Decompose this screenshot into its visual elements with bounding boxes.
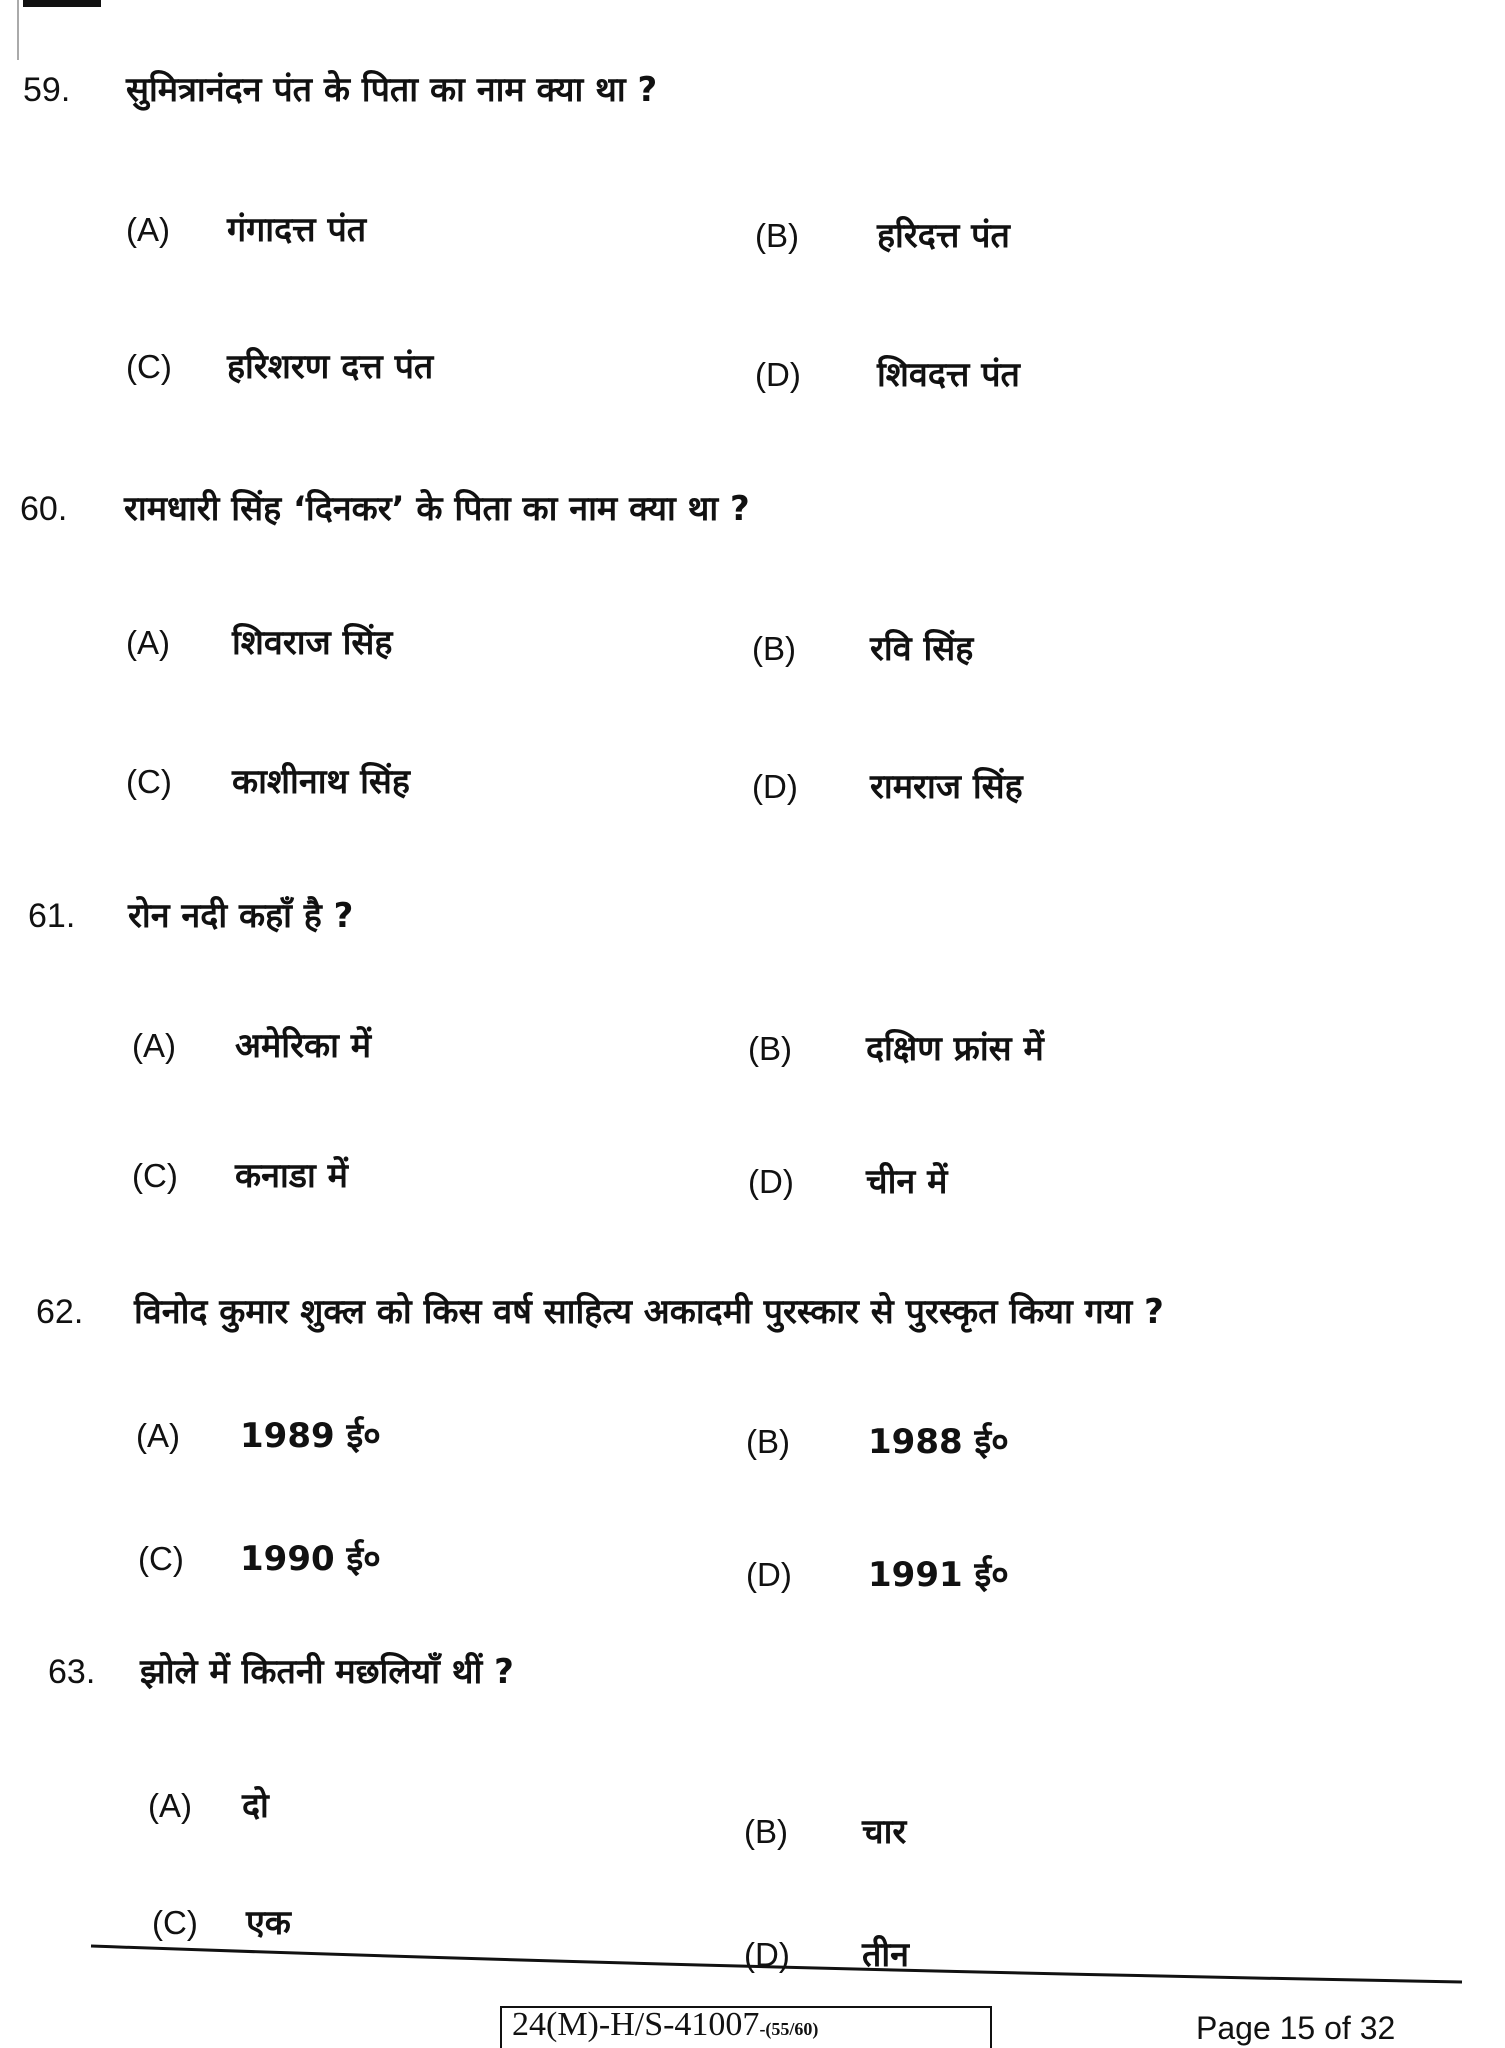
option-text: रवि सिंह [870, 629, 974, 669]
question-text: रोन नदी कहाँ है ? [128, 896, 354, 936]
question-number: 60. [20, 490, 68, 528]
option-label: (C) [126, 348, 172, 385]
question-text: झोले में कितनी मछलियाँ थीं ? [140, 1652, 514, 1692]
paper-code: 24(M)-H/S-41007-(55/60) [512, 2006, 819, 2043]
option-text: हरिशरण दत्त पंत [227, 347, 434, 387]
option-text: गंगादत्त पंत [227, 210, 367, 250]
question-text: विनोद कुमार शुक्ल को किस वर्ष साहित्य अकादमी पुरस्कार से पुरस्कृत किया गया ? [134, 1292, 1164, 1332]
option-label: (B) [746, 1423, 790, 1460]
option-label: (D) [744, 1936, 790, 1973]
option-text: हरिदत्त पंत [877, 216, 1010, 256]
option-label: (D) [755, 356, 801, 393]
option-label: (C) [126, 763, 172, 800]
option-text: 1988 ई० [868, 1422, 1009, 1462]
option-label: (A) [126, 211, 170, 248]
option-text: चार [862, 1812, 907, 1852]
option-label: (A) [148, 1787, 192, 1824]
option-text: तीन [862, 1935, 910, 1975]
option-label: (B) [755, 217, 799, 254]
option-label: (C) [152, 1904, 198, 1941]
option-label: (A) [136, 1417, 180, 1454]
option-text: शिवराज सिंह [232, 623, 393, 663]
option-text: कनाडा में [235, 1156, 348, 1196]
option-text: रामराज सिंह [870, 767, 1023, 807]
question-text: सुमित्रानंदन पंत के पिता का नाम क्या था ? [126, 70, 658, 110]
option-text: काशीनाथ सिंह [232, 762, 410, 802]
option-text: 1991 ई० [868, 1555, 1009, 1595]
option-label: (A) [132, 1027, 176, 1064]
option-text: दक्षिण फ्रांस में [866, 1029, 1044, 1069]
option-label: (B) [748, 1030, 792, 1067]
option-text: दो [242, 1786, 269, 1826]
option-label: (D) [746, 1556, 792, 1593]
question-number: 59. [23, 71, 71, 109]
option-label: (D) [752, 768, 798, 805]
option-label: (C) [138, 1540, 184, 1577]
option-text: एक [246, 1903, 291, 1943]
option-label: (D) [748, 1163, 794, 1200]
option-text: 1989 ई० [240, 1416, 381, 1456]
option-label: (B) [744, 1813, 788, 1850]
option-text: शिवदत्त पंत [877, 355, 1020, 395]
option-text: 1990 ई० [240, 1539, 381, 1579]
question-number: 62. [36, 1293, 84, 1331]
option-label: (C) [132, 1157, 178, 1194]
question-number: 61. [28, 897, 76, 935]
option-text: चीन में [866, 1162, 948, 1202]
question-text: रामधारी सिंह ‘दिनकर’ के पिता का नाम क्या था ? [124, 489, 750, 529]
option-label: (A) [126, 624, 170, 661]
page-number: Page 15 of 32 [1196, 2010, 1396, 2046]
question-number: 63. [48, 1653, 96, 1691]
option-label: (B) [752, 630, 796, 667]
option-text: अमेरिका में [235, 1026, 372, 1066]
